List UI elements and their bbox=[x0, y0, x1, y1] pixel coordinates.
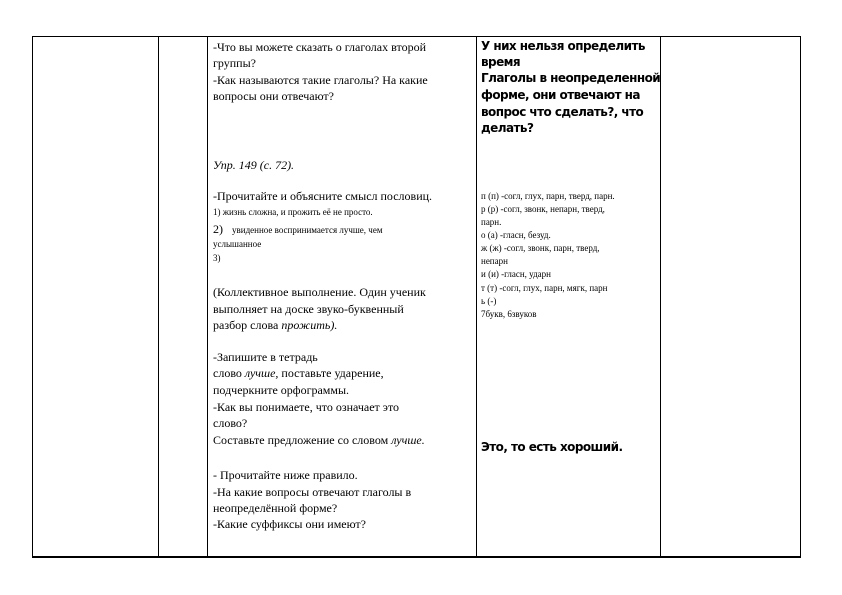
phonetic-analysis-10: 7букв, 6звуков bbox=[481, 309, 537, 319]
write-instruction-2: слово лучше, поставьте ударение, bbox=[213, 366, 384, 380]
phonetic-analysis-4: о (а) -гласн, безуд. bbox=[481, 230, 551, 240]
meaning-question-1: -Как вы понимаете, что означает это bbox=[213, 400, 400, 414]
table-bottom-border bbox=[32, 556, 801, 558]
col-border-2 bbox=[158, 36, 159, 557]
answer-infinitive-3: вопрос что сделать?, что bbox=[481, 105, 644, 119]
proverb-2-number: 2) bbox=[213, 222, 223, 236]
phonetic-analysis-7: и (и) -гласн, ударн bbox=[481, 269, 551, 279]
proverb-2-cont: услышанное bbox=[213, 239, 262, 249]
proverb-2: увиденное воспринимается лучше, чем bbox=[232, 225, 383, 235]
proverb-3: 3) bbox=[213, 253, 221, 263]
col-border-5 bbox=[660, 36, 661, 557]
question-second-group: -Что вы можете сказать о глаголах второй bbox=[213, 40, 426, 54]
answer-infinitive-2: форме, они отвечают на bbox=[481, 88, 640, 102]
col-border-6 bbox=[800, 36, 801, 557]
collective-note-3: разбор слова прожить). bbox=[213, 318, 338, 332]
answer-tense-1: У них нельзя определить bbox=[481, 39, 645, 53]
phonetic-analysis-8: т (т) -согл, глух, парн, мягк, парн bbox=[481, 283, 608, 293]
proverb-1: 1) жизнь сложна, и прожить её не просто. bbox=[213, 207, 373, 217]
phonetic-analysis-2: р (р) -согл, звонк, непарн, тверд, bbox=[481, 204, 605, 214]
question-verb-name-cont: вопросы они отвечают? bbox=[213, 89, 334, 103]
collective-note-1: (Коллективное выполнение. Один ученик bbox=[213, 285, 426, 299]
write-instruction-1: -Запишите в тетрадь bbox=[213, 350, 318, 364]
rule-instruction-3: неопределённой форме? bbox=[213, 501, 338, 515]
sentence-task: Составьте предложение со словом лучше. bbox=[213, 433, 425, 447]
meaning-question-2: слово? bbox=[213, 416, 248, 430]
answer-infinitive-1: Глаголы в неопределенной bbox=[481, 71, 661, 85]
collective-note-2: выполняет на доске звуко-буквенный bbox=[213, 302, 404, 316]
col-border-3 bbox=[207, 36, 208, 557]
rule-instruction-1: - Прочитайте ниже правило. bbox=[213, 468, 358, 482]
rule-instruction-2: -На какие вопросы отвечают глаголы в bbox=[213, 485, 412, 499]
answer-meaning: Это, то есть хороший. bbox=[481, 440, 623, 454]
phonetic-analysis-1: п (п) -согл, глух, парн, тверд, парн. bbox=[481, 191, 615, 201]
answer-tense-2: время bbox=[481, 55, 521, 69]
phonetic-analysis-3: парн. bbox=[481, 217, 502, 227]
phonetic-analysis-5: ж (ж) -согл, звонк, парн, тверд, bbox=[481, 243, 600, 253]
write-instruction-3: подчеркните орфограммы. bbox=[213, 383, 350, 397]
proverbs-instruction: -Прочитайте и объясните смысл пословиц. bbox=[213, 189, 433, 203]
question-verb-name: -Как называются такие глаголы? На какие bbox=[213, 73, 428, 87]
table-top-border bbox=[32, 36, 801, 37]
phonetic-analysis-6: непарн bbox=[481, 256, 508, 266]
exercise-title: Упр. 149 (с. 72). bbox=[213, 158, 295, 172]
question-second-group-cont: группы? bbox=[213, 56, 256, 70]
col-border-1 bbox=[32, 36, 33, 557]
rule-instruction-4: -Какие суффиксы они имеют? bbox=[213, 517, 366, 531]
phonetic-analysis-9: ь (-) bbox=[481, 296, 497, 306]
col-border-4 bbox=[476, 36, 477, 557]
answer-infinitive-4: делать? bbox=[481, 121, 534, 135]
